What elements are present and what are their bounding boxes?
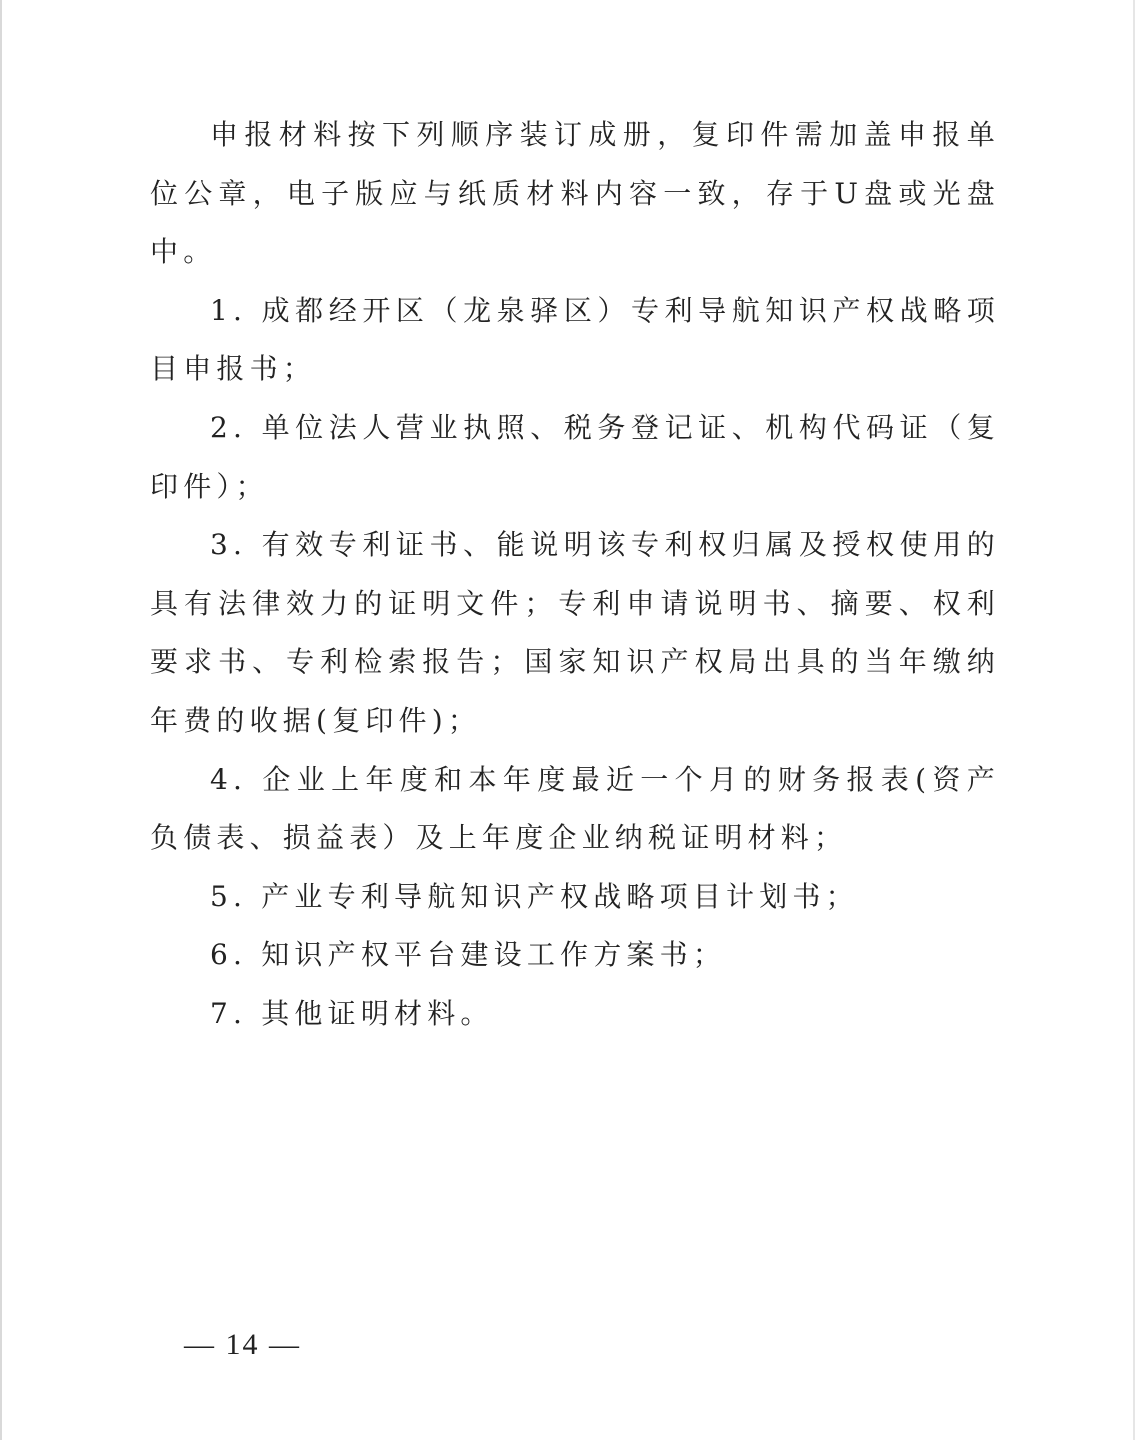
- list-item-5: 5. 产业专利导航知识产权战略项目计划书；: [210, 879, 859, 913]
- list-item-3: 3. 有效专利证书、能说明该专利权归属及授权使用的具有法律效力的证明文件；专利申请说明书、摘要、权利要求书、专利检索报告；国家知识产权局出具的当年缴纳年费的收据(复印件)；: [150, 528, 1000, 737]
- document-body: [150, 106, 1000, 1044]
- intro-paragraph: 申报材料按下列顺序装订成册，复印件需加盖申报单位公章，电子版应与纸质材料内容一致，存于U盘或光盘中。: [150, 118, 1000, 269]
- list-item-2: 2. 单位法人营业执照、税务登记证、机构代码证（复印件）；: [150, 410, 1000, 503]
- page-number: — 14 —: [184, 1328, 301, 1361]
- list-item-1: 1. 成都经开区（龙泉驿区）专利导航知识产权战略项目申报书；: [150, 293, 1000, 386]
- list-item-7: 7. 其他证明材料。: [210, 996, 494, 1030]
- list-item-6: 6. 知识产权平台建设工作方案书；: [210, 938, 727, 972]
- list-item-4: 4. 企业上年度和本年度最近一个月的财务报表(资产负债表、损益表）及上年度企业纳税证明材料；: [150, 762, 1000, 855]
